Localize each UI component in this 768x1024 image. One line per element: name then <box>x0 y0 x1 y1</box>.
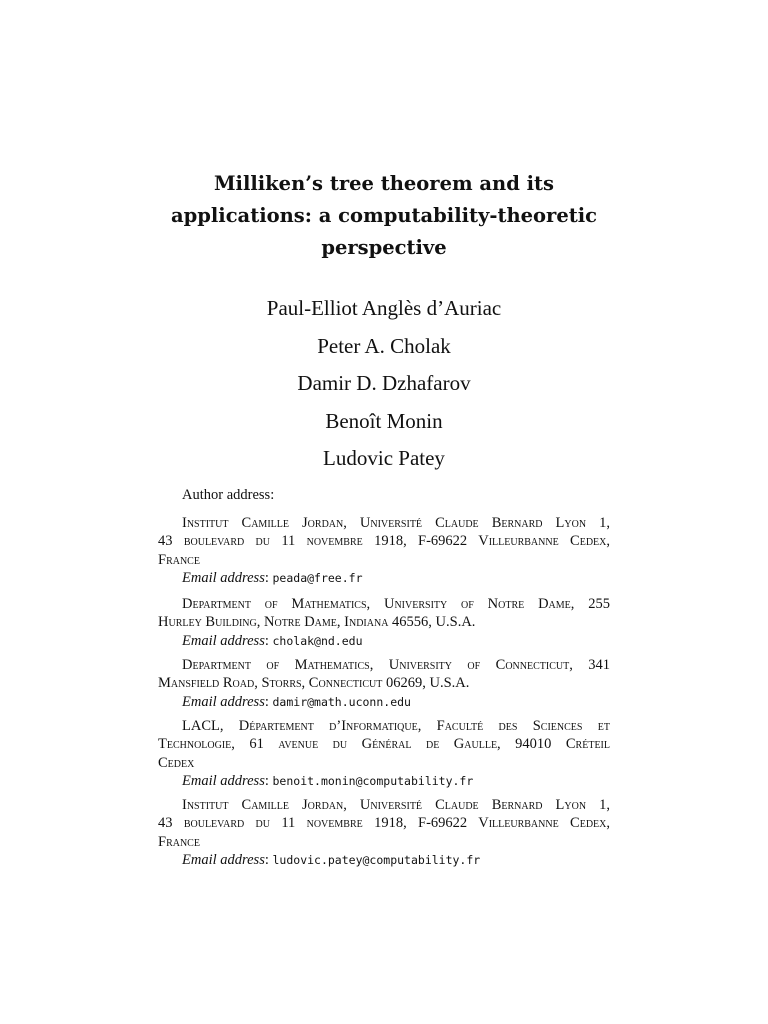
email-entry: Email address: cholak@nd.edu <box>182 632 363 649</box>
author-name: Ludovic Patey <box>323 446 445 470</box>
address-line: Hurley Building, Notre Dame, Indiana 46556, U.S.A. <box>158 614 476 631</box>
author-list <box>0 290 768 478</box>
title-line: applications: a computability-theoretic <box>170 204 598 227</box>
paper-title <box>0 168 768 264</box>
address-block <box>158 717 610 791</box>
address-line: France <box>158 833 200 850</box>
author-name: Paul-Elliot Anglès d’Auriac <box>266 296 502 320</box>
address-block <box>158 595 610 650</box>
address-line: Department of Mathematics, University of Notre Dame, 255 <box>182 596 610 612</box>
email-label: Email address <box>182 773 265 790</box>
author-address-heading: Author address: <box>182 487 275 503</box>
address-line: Mansfield Road, Storrs, Connecticut 06269, U.S.A. <box>158 675 470 692</box>
title-line: Milliken’s tree theorem and its <box>213 172 555 195</box>
email-value: peada@free.fr <box>272 571 363 586</box>
email-label: Email address <box>182 632 265 649</box>
email-entry: Email address: ludovic.patey@computability.fr <box>182 852 481 869</box>
address-block <box>158 796 610 870</box>
email-label: Email address <box>182 693 265 710</box>
email-entry: Email address: benoit.monin@computability.fr <box>182 773 474 790</box>
email-label: Email address <box>182 570 265 587</box>
address-line: Institut Camille Jordan, Université Claude Bernard Lyon 1, <box>182 797 610 813</box>
address-line: 43 boulevard du 11 novembre 1918, F-69622 Villeurbanne Cedex, <box>158 533 610 550</box>
address-line: Technologie, 61 avenue du Général de Gaulle, 94010 Créteil <box>158 736 610 753</box>
address-line: LACL, Département d’Informatique, Faculté des Sciences et <box>182 718 610 734</box>
address-line: Institut Camille Jordan, Université Claude Bernard Lyon 1, <box>182 515 610 531</box>
author-name: Peter A. Cholak <box>317 333 451 358</box>
email-label: Email address <box>182 852 265 869</box>
address-line: Cedex <box>158 754 195 771</box>
address-line: 43 boulevard du 11 novembre 1918, F-69622 Villeurbanne Cedex, <box>158 815 610 832</box>
address-line: France <box>158 551 200 568</box>
author-name: Benoît Monin <box>325 408 443 433</box>
address-line: Department of Mathematics, University of Connecticut, 341 <box>182 657 610 673</box>
author-name: Damir D. Dzhafarov <box>297 371 471 395</box>
address-block <box>158 514 610 588</box>
email-entry: Email address: damir@math.uconn.edu <box>182 693 411 710</box>
email-entry: Email address: peada@free.fr <box>182 570 363 587</box>
email-value: ludovic.patey@computability.fr <box>272 853 481 868</box>
email-value: damir@math.uconn.edu <box>272 694 411 709</box>
address-block <box>158 656 610 711</box>
email-value: benoit.monin@computability.fr <box>272 774 474 789</box>
email-value: cholak@nd.edu <box>272 633 363 648</box>
title-line: perspective <box>321 236 447 259</box>
